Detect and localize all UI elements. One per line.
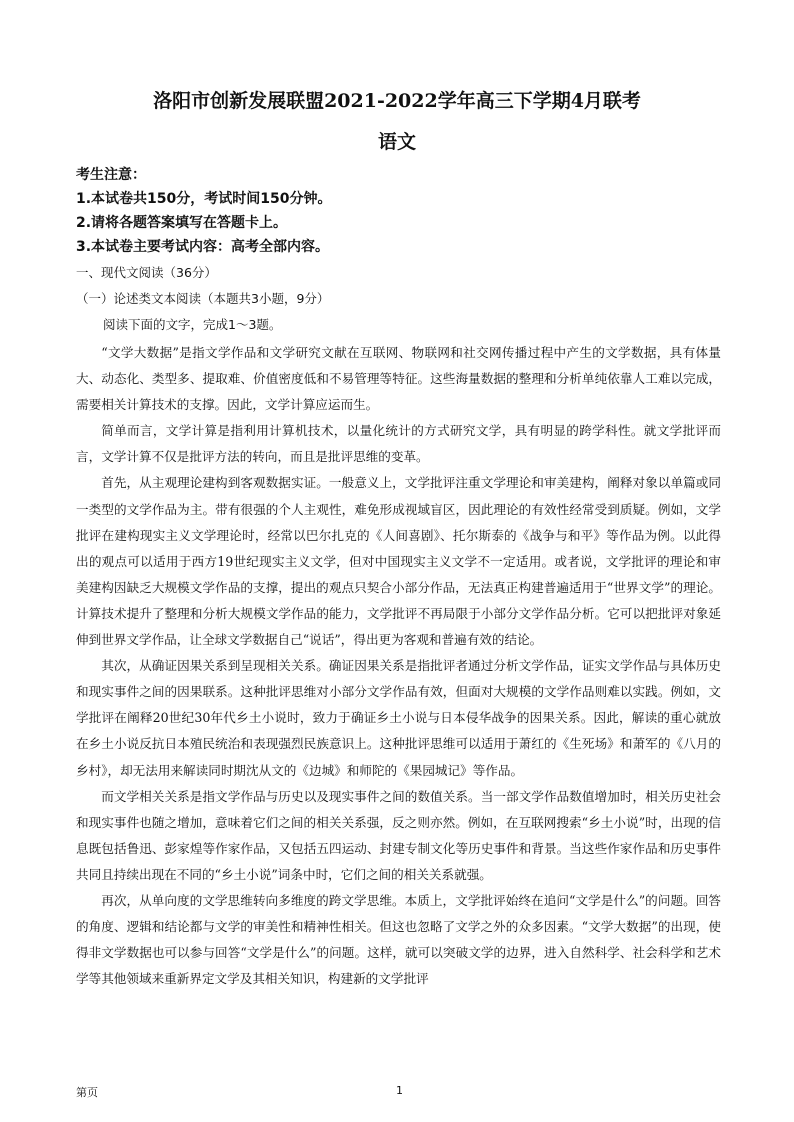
subject-title: 语文: [377, 131, 416, 153]
passage-paragraph: “文学大数据”是指文学作品和文学研究文献在互联网、物联网和社交网传播过程中产生的文学数据，具有体量大、动态化、类型多、提取难、价值密度低和不易管理等特征。这些海量数据的整理和分析单纯依靠人工难以完成，需要相关计算技术的支撑。因此，文学计算应运而生。: [76, 345, 721, 413]
notice-item: 1.本试卷共150分，考试时间150分钟。: [76, 191, 332, 207]
footer-label: 第页: [76, 1086, 98, 1099]
page-number: 1: [396, 1084, 403, 1097]
section-subtitle: （一）论述类文本阅读（本题共3小题，9分）: [76, 291, 330, 306]
passage-paragraph: 再次，从单向度的文学思维转向多维度的跨文学思维。本质上，文学批评始终在追问“文学是什么”的问题。回答的角度、逻辑和结论都与文学的审美性和精神性相关。但这也忽略了文学之外的众多因素。“文学大数据”的出现，使得非文学数据也可以参与回答“文学是什么”的问题。这样，就可以突破文学的边界，进入自然科学、社会科学和艺术学等其他领域来重新界定文学及其相关知识，构建新的文学批评: [76, 892, 721, 987]
notice-item: 3.本试卷主要考试内容：高考全部内容。: [76, 239, 330, 255]
passage-paragraph: 简单而言，文学计算是指利用计算机技术，以量化统计的方式研究文学，具有明显的跨学科性。就文学批评而言，文学计算不仅是批评方法的转向，而且是批评思维的变革。: [76, 423, 721, 465]
reading-passage: [76, 340, 721, 992]
section-title: 一、现代文阅读（36分）: [76, 265, 217, 280]
exam-title: 洛阳市创新发展联盟2021-2022学年高三下学期4月联考: [153, 90, 641, 112]
notice-item: 2.请将各题答案填写在答题卡上。: [76, 215, 288, 231]
notice-heading: 考生注意：: [76, 167, 146, 183]
passage-paragraph: 其次，从确证因果关系到呈现相关关系。确证因果关系是指批评者通过分析文学作品，证实文学作品与具体历史和现实事件之间的因果联系。这种批评思维对小部分文学作品有效，但面对大规模的文学作品则难以实践。例如，文学批评在阐释20世纪30年代乡土小说时，致力于确证乡土小说与日本侵华战争的因果关系。因此，解读的重心就放在乡土小说反抗日本殖民统治和表现强烈民族意识上。这种批评思维可以适用于萧红的《生死场》和萧军的《八月的乡村》，却无法用来解读同时期沈从文的《边城》和师陀的《果园城记》等作品。: [76, 658, 721, 778]
passage-paragraph: 首先，从主观理论建构到客观数据实证。一般意义上，文学批评注重文学理论和审美建构，阐释对象以单篇或同一类型的文学作品为主。带有很强的个人主观性，难免形成视域盲区，因此理论的有效性经常受到质疑。例如，文学批评在建构现实主义文学理论时，经常以巴尔扎克的《人间喜剧》、托尔斯泰的《战争与和平》等作品为例。以此得出的观点可以适用于西方19世纪现实主义文学，但对中国现实主义文学不一定适用。或者说，文学批评的理论和审美建构因缺乏大规模文学作品的支撑，提出的观点只契合小部分作品，无法真正构建普遍适用于“世界文学”的理论。计算技术提升了整理和分析大规模文学作品的能力，文学批评不再局限于小部分文学作品分析。它可以把批评对象延伸到世界文学作品，让全球文学数据自己“说话”，得出更为客观和普遍有效的结论。: [76, 475, 721, 648]
passage-paragraph: 而文学相关关系是指文学作品与历史以及现实事件之间的数值关系。当一部文学作品数值增加时，相关历史社会和现实事件也随之增加，意味着它们之间的相关关系强，反之则亦然。例如，在互联网搜索“乡土小说”时，出现的信息既包括鲁迅、彭家煌等作家作品，又包括五四运动、封建专制文化等历史事件和背景。当这些作家作品和历史事件共同且持续出现在不同的“乡土小说”词条中时，它们之间的相关关系就强。: [76, 788, 721, 882]
reading-instruction: 阅读下面的文字，完成1～3题。: [103, 317, 282, 332]
